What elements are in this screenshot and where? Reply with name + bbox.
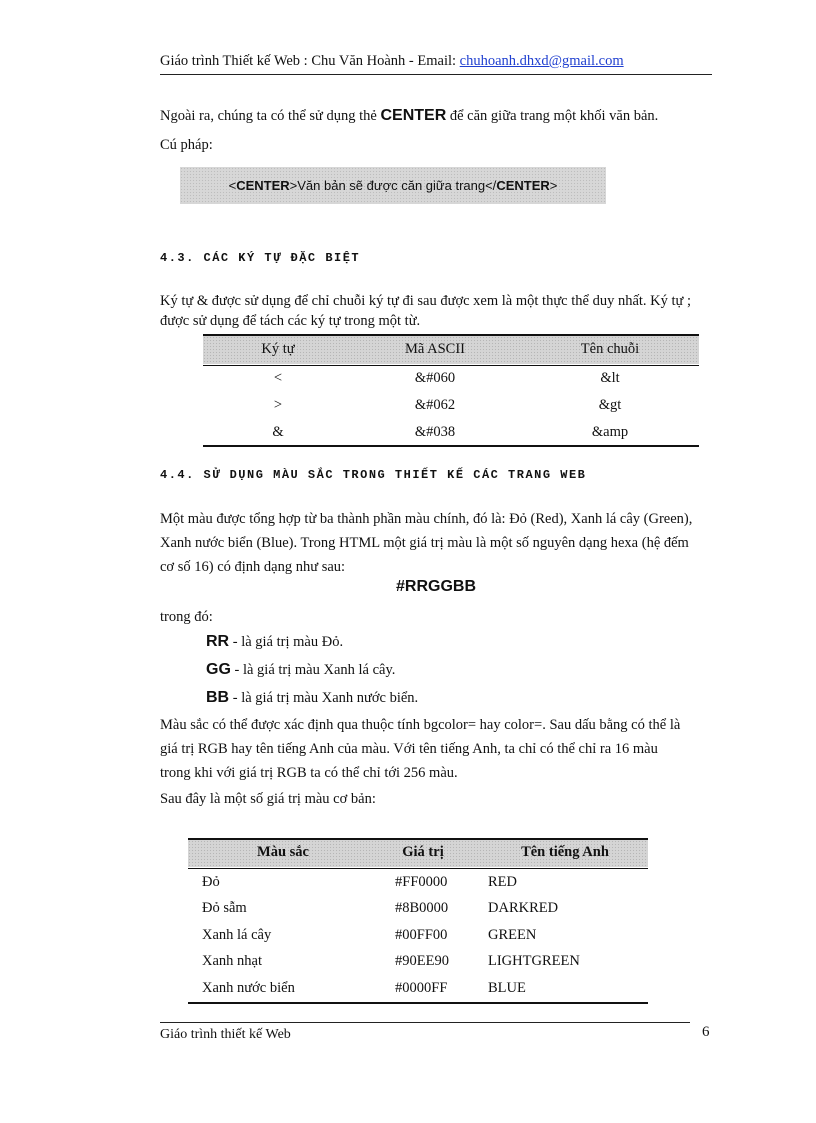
footer-divider [160,1022,690,1023]
table-cell: Đỏ [202,874,220,890]
table-cell: > [273,397,283,413]
definition-key: RR [206,633,230,650]
column-header: Mã ASCII [404,341,466,357]
table-bottom-rule [188,1002,648,1004]
syntax-open-lt: < [228,178,237,193]
table-cell: Xanh lá cây [202,927,272,943]
definition-text: - là giá trị màu Xanh lá cây. [230,662,396,678]
table-cell: Xanh nhạt [202,953,262,969]
table-cell: #8B0000 [395,900,449,916]
table-cell: &#060 [414,370,456,386]
basic-colors-intro: Sau đây là một số giá trị màu cơ bản: [160,791,376,807]
table-cell: &#062 [414,397,456,413]
header-title: Giáo trình Thiết kế Web : Chu Văn Hoành - Email: [160,53,460,69]
column-header: Tên tiếng Anh [521,844,609,860]
table-cell: DARKRED [488,900,559,916]
intro-text-after: để căn giữa trang một khối văn bản. [446,108,659,124]
color-attr-line-1: Màu sắc có thể được xác định qua thuộc tính bgcolor= hay color=. Sau dấu bằng có thể là [160,717,681,733]
color-attr-line-2: giá trị RGB hay tên tiếng Anh của màu. Với tên tiếng Anh, ta chỉ có thể chỉ ra 16 màu [160,741,658,757]
syntax-close-lt: </ [485,178,497,193]
intro-paragraph [160,104,712,128]
table-header-rule [188,868,648,869]
definition-gg [206,661,395,679]
email-link[interactable]: chuhoanh.dhxd@gmail.com [459,53,624,69]
table-cell: & [272,424,284,440]
syntax-example-box [180,167,606,204]
where-label: trong đó: [160,609,213,625]
table-cell: RED [488,874,517,890]
table-cell: Đỏ sẫm [202,900,247,916]
color-intro-line-2: Xanh nước biển (Blue). Trong HTML một giá trị màu là một số nguyên dạng hexa (hệ đếm [160,535,689,551]
column-header: Tên chuỗi [580,341,640,357]
syntax-content: Văn bản sẽ được căn giữa trang [297,178,486,193]
syntax-label: Cú pháp: [160,137,213,153]
syntax-open-gt: > [289,178,298,193]
color-attr-line-3: trong khi với giá trị RGB ta có thể chỉ tới 256 màu. [160,765,458,781]
table-header-rule [203,365,699,366]
definition-rr [206,633,343,651]
section-heading-4-4: 4.4. SỬ DỤNG MÀU SẮC TRONG THIẾT KẾ CÁC TRANG WEB [160,468,587,482]
table-cell: #90EE90 [395,953,449,969]
table-cell: &#038 [414,424,456,440]
page-header [160,52,712,70]
column-header: Ký tự [261,341,295,357]
document-page [160,0,712,1123]
table-cell: &gt [598,397,622,413]
table-cell: LIGHTGREEN [488,953,580,969]
definition-key: BB [206,689,230,706]
page-number: 6 [702,1024,710,1040]
header-divider [160,74,712,75]
column-header: Màu sắc [257,844,309,860]
definition-bb [206,689,418,707]
definition-text: - là giá trị màu Xanh nước biển. [229,690,419,706]
table-cell: < [273,370,283,386]
section-heading-4-3: 4.3. CÁC KÝ TỰ ĐẶC BIỆT [160,251,361,265]
syntax-close-tag: CENTER [496,178,550,193]
footer-title: Giáo trình thiết kế Web [160,1027,291,1042]
intro-text-before: Ngoài ra, chúng ta có thể sử dụng thẻ [160,108,381,124]
table-cell: #FF0000 [395,874,448,890]
table-cell: #00FF00 [395,927,448,943]
color-intro-line-1: Một màu được tổng hợp từ ba thành phần màu chính, đó là: Đỏ (Red), Xanh lá cây (Green), [160,511,693,527]
column-header: Giá trị [402,844,444,860]
table-cell: #0000FF [395,980,448,996]
special-chars-line-1: Ký tự & được sử dụng để chỉ chuỗi ký tự đi sau được xem là một thực thể duy nhất. Ký tự ; [160,293,692,309]
center-tag-name: CENTER [380,107,447,124]
color-intro-line-3: cơ số 16) có định dạng như sau: [160,559,346,575]
hex-format: #RRGGBB [395,578,476,595]
definition-key: GG [206,661,231,678]
syntax-open-tag: CENTER [236,178,290,193]
special-chars-line-2: được sử dụng để tách các ký tự trong một từ. [160,313,421,329]
syntax-close-gt: > [549,178,558,193]
table-cell: &amp [591,424,629,440]
table-cell: &lt [600,370,620,386]
table-cell: BLUE [488,980,526,996]
table-cell: Xanh nước biển [202,980,295,996]
table-bottom-rule [203,445,699,447]
definition-text: - là giá trị màu Đỏ. [229,634,344,650]
table-cell: GREEN [488,927,537,943]
